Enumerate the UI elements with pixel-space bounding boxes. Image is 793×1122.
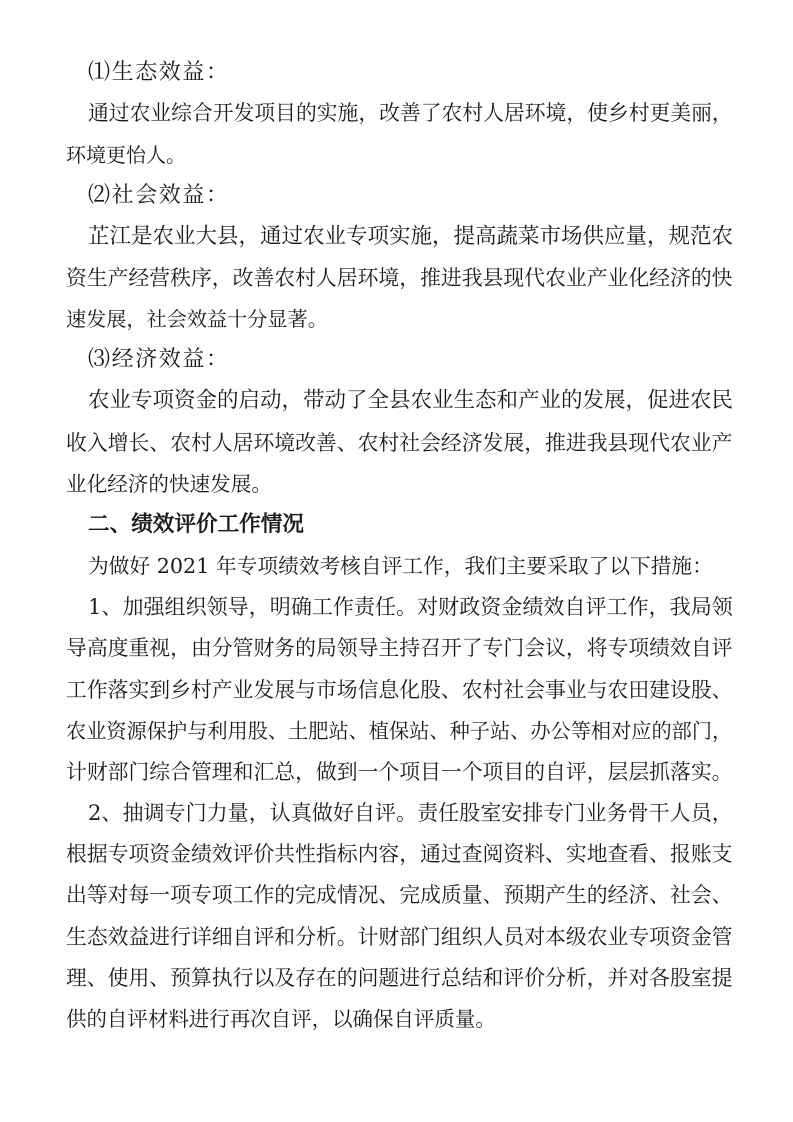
section-heading: 二、绩效评价工作情况	[88, 512, 304, 537]
paragraph-line: 导高度重视，由分管财务的局领导主持召开了专门会议，将专项绩效自评	[66, 636, 733, 660]
subheading-social-benefit: ⑵社会效益：	[88, 183, 230, 208]
paragraph-line: 农业专项资金的启动，带动了全县农业生态和产业的发展，促进农民	[88, 388, 734, 413]
subheading-economic-benefit: ⑶经济效益：	[88, 347, 230, 372]
paragraph-line: 供的自评材料进行再次自评，以确保自评质量。	[66, 1007, 496, 1031]
paragraph-line: 生态效益进行详细自评和分析。计财部门组织人员对本级农业专项资金管	[66, 925, 733, 949]
paragraph-line: 农业资源保护与利用股、土肥站、植保站、种子站、办公等相对应的部门，	[66, 719, 733, 743]
paragraph-line: 速发展，社会效益十分显著。	[66, 307, 328, 331]
paragraph-line: 2、抽调专门力量，认真做好自评。责任股室安排专门业务骨干人员，	[88, 800, 733, 825]
paragraph-line: 资生产经营秩序，改善农村人居环境，推进我县现代农业产业化经济的快	[66, 266, 733, 290]
paragraph-line: 业化经济的快速发展。	[66, 472, 272, 496]
paragraph-line: 收入增长、农村人居环境改善、农村社会经济发展，推进我县现代农业产	[66, 431, 733, 455]
paragraph-line: 1、加强组织领导，明确工作责任。对财政资金绩效自评工作，我局领	[88, 594, 733, 619]
paragraph-line: 环境更怡人。	[66, 143, 186, 167]
paragraph-line: 出等对每一项专项工作的完成情况、完成质量、预期产生的经济、社会、	[66, 883, 733, 907]
paragraph-line: 芷江是农业大县，通过农业专项实施，提高蔬菜市场供应量，规范农	[88, 224, 734, 249]
paragraph-line: 通过农业综合开发项目的实施，改善了农村人居环境，使乡村更美丽，	[88, 101, 733, 125]
paragraph-line: 理、使用、预算执行以及存在的问题进行总结和评价分析，并对各股室提	[66, 966, 733, 990]
subheading-ecological-benefit: ⑴生态效益：	[88, 60, 230, 85]
paragraph-line: 工作落实到乡村产业发展与市场信息化股、农村社会事业与农田建设股、	[66, 678, 733, 702]
paragraph-line: 根据专项资金绩效评价共性指标内容，通过查阅资料、实地查看、报账支	[66, 842, 733, 866]
paragraph-line: 为做好 2021 年专项绩效考核自评工作，我们主要采取了以下措施：	[88, 554, 713, 578]
paragraph-line: 计财部门综合管理和汇总，做到一个项目一个项目的自评，层层抓落实。	[66, 760, 733, 784]
